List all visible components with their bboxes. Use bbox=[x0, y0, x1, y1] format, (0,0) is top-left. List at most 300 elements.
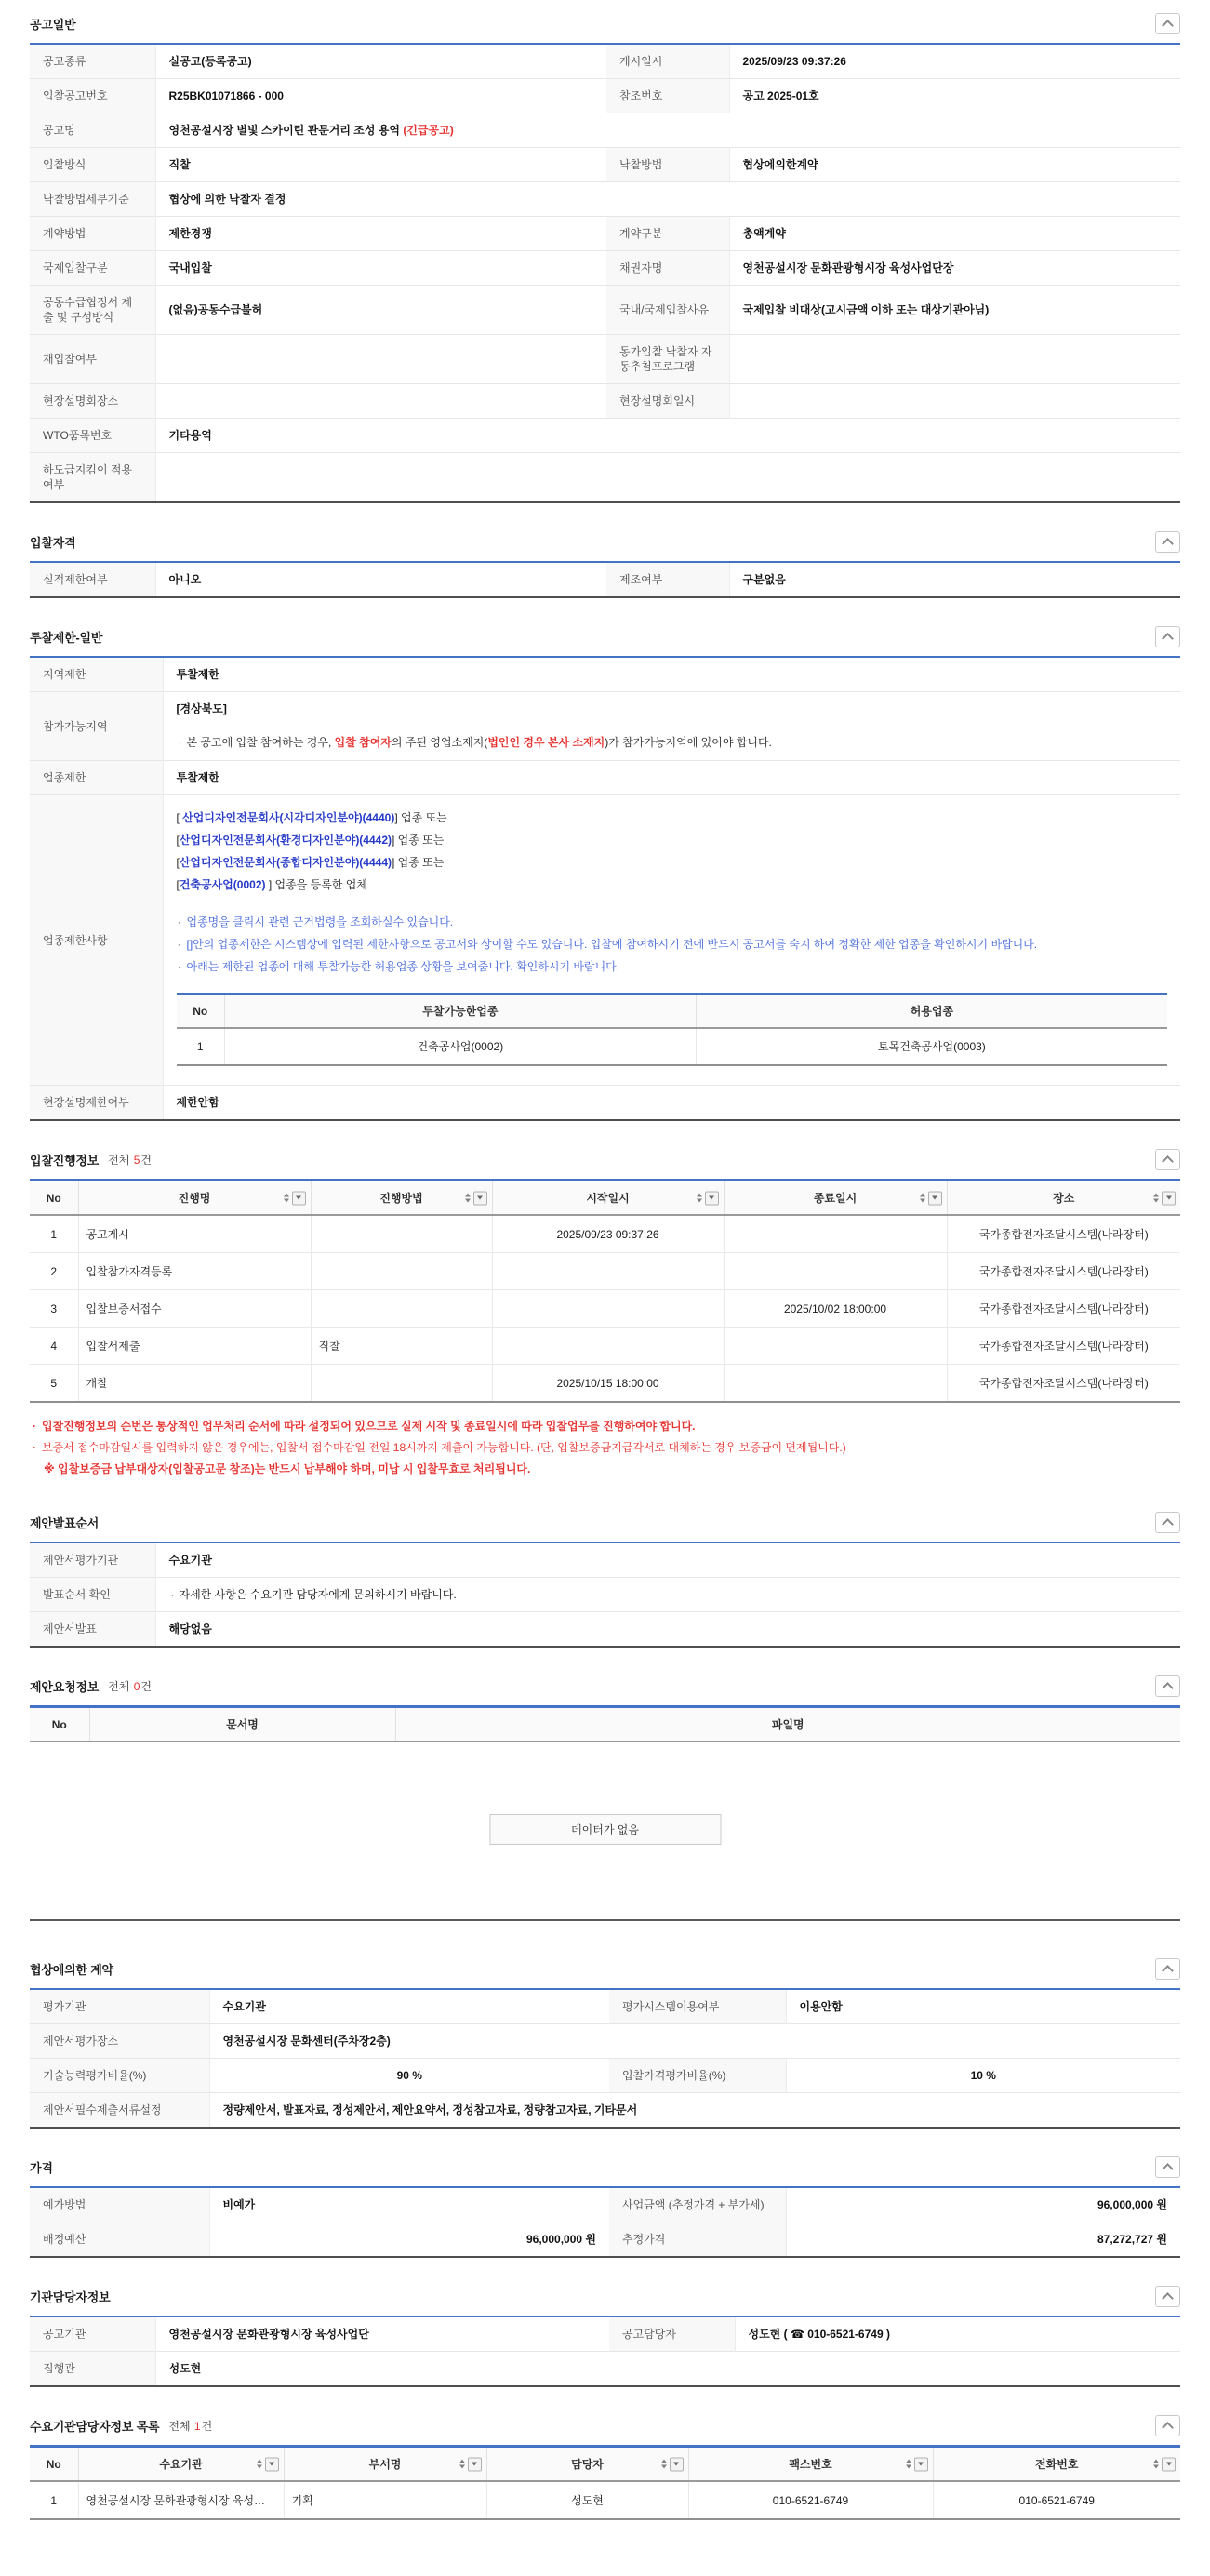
cell: 기획 bbox=[284, 2481, 486, 2519]
cell: 성도현 bbox=[486, 2481, 688, 2519]
table-row bbox=[30, 335, 1180, 384]
section-title: 공고일반 bbox=[30, 18, 76, 32]
field-label: 배정예산 bbox=[30, 2222, 209, 2258]
restriction-table bbox=[30, 656, 1180, 1121]
field-value bbox=[155, 1578, 1180, 1612]
collapse-button[interactable] bbox=[1155, 1958, 1180, 1980]
cell: 영천공설시장 문화관광형시장 육성… bbox=[78, 2481, 284, 2519]
field-label: 입찰가격평가비율(%) bbox=[609, 2059, 786, 2093]
table-row bbox=[30, 2024, 1180, 2059]
column-header[interactable]: 부서명 bbox=[284, 2447, 486, 2482]
sort-icon bbox=[1153, 2460, 1159, 2469]
section-header bbox=[30, 1502, 1180, 1542]
sort-controls[interactable] bbox=[1153, 2457, 1176, 2471]
column-header[interactable]: 장소 bbox=[947, 1181, 1180, 1216]
total-count: 전체 1건 bbox=[168, 2420, 213, 2433]
cell bbox=[311, 1215, 492, 1253]
cell: 1 bbox=[50, 1227, 58, 1241]
table-row bbox=[30, 2222, 1180, 2258]
field-value: 2025/09/23 09:37:26 bbox=[742, 55, 846, 68]
column-header: 문서명 bbox=[89, 1707, 395, 1742]
section-progress bbox=[30, 1140, 1180, 1484]
chevron-up-icon bbox=[1162, 633, 1174, 645]
sort-icon bbox=[257, 2460, 262, 2469]
sort-controls[interactable] bbox=[257, 2457, 279, 2471]
section-header bbox=[30, 1666, 1180, 1705]
industry-line: [산업디자인전문회사(환경디자인분야)(4442)] 업종 또는 bbox=[176, 834, 445, 847]
field-label: 제안서평가장소 bbox=[30, 2024, 209, 2059]
section-title: 수요기관담당자정보 목록 bbox=[30, 2420, 160, 2434]
field-label: 현장설명회장소 bbox=[30, 384, 155, 419]
chevron-up-icon bbox=[1162, 538, 1174, 550]
cell: 국가종합전자조달시스템(나라장터) bbox=[947, 1215, 1180, 1253]
cell: 010-6521-6749 bbox=[933, 2481, 1180, 2519]
field-value: 제한안함 bbox=[163, 1086, 1180, 1121]
section-restriction bbox=[30, 617, 1180, 1121]
field-label: 집행관 bbox=[30, 2352, 155, 2387]
cell: 입찰보증서접수 bbox=[78, 1290, 311, 1328]
industry-line: [ 산업디자인전문회사(시각디자인분야)(4440)] 업종 또는 bbox=[176, 811, 447, 824]
section-negotiation bbox=[30, 1949, 1180, 2129]
filter-icon bbox=[1162, 1191, 1176, 1205]
field-value bbox=[729, 384, 1180, 419]
field-value: 제한경쟁 bbox=[155, 217, 606, 251]
note-line: · 아래는 제한된 업종에 대해 투찰가능한 허용업종 상황을 보여줍니다. 확인하시기 바랍니다. bbox=[177, 955, 1168, 978]
table-row bbox=[30, 217, 1180, 251]
field-value: 아니오 bbox=[168, 573, 202, 586]
cell bbox=[492, 1328, 724, 1365]
note-line: · 보증서 접수마감일시를 입력하지 않은 경우에는, 입찰서 접수마감일 전일 18시까지 제출이 가능합니다. (단, 입찰보증금지급각서로 대체하는 경우 보증금이 면제됩니다.) bbox=[32, 1437, 1178, 1459]
field-label: 제안서필수제출서류설정 bbox=[30, 2093, 209, 2129]
demand-contacts-table bbox=[30, 2445, 1180, 2520]
field-label: 추정가격 bbox=[609, 2222, 786, 2258]
field-value: 수요기관 bbox=[222, 2000, 266, 2013]
section-header bbox=[30, 522, 1180, 561]
column-header[interactable]: 종료일시 bbox=[724, 1181, 947, 1216]
table-row bbox=[30, 1086, 1180, 1121]
cell bbox=[311, 1253, 492, 1290]
cell: 2025/10/02 18:00:00 bbox=[724, 1290, 947, 1328]
table-row bbox=[177, 1028, 1168, 1065]
section-title: 입찰진행정보 bbox=[30, 1154, 100, 1168]
filter-icon bbox=[473, 1191, 487, 1205]
section-demand-contacts bbox=[30, 2406, 1180, 2520]
collapse-button[interactable] bbox=[1155, 2286, 1180, 2307]
table-row bbox=[30, 761, 1180, 795]
cell: 건축공사업(0002) bbox=[225, 1028, 697, 1065]
table-row bbox=[30, 1328, 1180, 1365]
field-value: 협상에 의한 낙찰자 결정 bbox=[155, 182, 1180, 217]
section-presentation bbox=[30, 1502, 1180, 1648]
table-row bbox=[30, 44, 1180, 79]
collapse-button[interactable] bbox=[1155, 1512, 1180, 1533]
field-label: 제안서발표 bbox=[30, 1612, 155, 1648]
table-row bbox=[30, 419, 1180, 453]
field-value: 영천공설시장 문화센터(주차장2층) bbox=[209, 2024, 1180, 2059]
cell: 1 bbox=[50, 2493, 58, 2507]
cell bbox=[492, 1290, 724, 1328]
cell bbox=[492, 1253, 724, 1290]
cell: 국가종합전자조달시스템(나라장터) bbox=[947, 1365, 1180, 1403]
table-row bbox=[30, 453, 1180, 503]
section-header bbox=[30, 2406, 1180, 2445]
empty-area bbox=[30, 1742, 1180, 1921]
cell: 국가종합전자조달시스템(나라장터) bbox=[947, 1290, 1180, 1328]
field-label: 사업금액 (추정가격 + 부가세) bbox=[609, 2187, 786, 2222]
field-value bbox=[155, 384, 606, 419]
column-header[interactable]: 진행방법 bbox=[311, 1181, 492, 1216]
total-count: 전체 5건 bbox=[108, 1154, 152, 1167]
section-title: 기관담당자정보 bbox=[30, 2290, 111, 2304]
field-value: R25BK01071866 - 000 bbox=[155, 79, 606, 113]
note-line: · 업종명을 클릭시 관련 근거법령을 조회하실수 있습니다. bbox=[177, 911, 1168, 933]
sort-icon bbox=[697, 1194, 702, 1203]
sort-icon bbox=[1153, 1194, 1159, 1203]
field-value bbox=[155, 453, 1180, 503]
field-label: 재입찰여부 bbox=[30, 335, 155, 384]
field-label: 참가가능지역 bbox=[30, 692, 163, 761]
field-value: 투찰제한 bbox=[163, 761, 1180, 795]
table-row bbox=[30, 286, 1180, 335]
field-value: 영천공설시장 문화관광형시장 육성사업단장 bbox=[729, 251, 1180, 286]
note-line: · 입찰진행정보의 순번은 통상적인 업무처리 순서에 따라 설정되어 있으므로 실제 시작 및 종료일시에 따라 입찰업무를 진행하여야 합니다. bbox=[32, 1416, 1178, 1437]
table-header-row bbox=[30, 1707, 1180, 1742]
region-name: [경상북도] bbox=[176, 702, 227, 715]
industry-code-link[interactable]: 산업디자인전문회사(환경디자인분야)(4442) bbox=[179, 834, 392, 847]
progress-table bbox=[30, 1179, 1180, 1403]
agency-table bbox=[30, 2316, 1180, 2387]
section-header bbox=[30, 2276, 1180, 2316]
field-label: 공고기관 bbox=[30, 2316, 155, 2352]
industry-line: [산업디자인전문회사(종합디자인분야)(4444)] 업종 또는 bbox=[176, 856, 445, 869]
field-value: 직찰 bbox=[155, 148, 606, 182]
cell bbox=[311, 1290, 492, 1328]
industry-notes bbox=[177, 911, 1168, 978]
allowed-industry-table-wrap bbox=[177, 993, 1168, 1066]
chevron-up-icon bbox=[1162, 2422, 1174, 2434]
industry-code-link[interactable]: 산업디자인전문회사(종합디자인분야)(4444) bbox=[179, 856, 392, 869]
collapse-button[interactable] bbox=[1155, 2156, 1180, 2178]
field-label: 국내/국제입찰사유 bbox=[606, 286, 729, 335]
field-value bbox=[729, 335, 1180, 384]
sort-controls[interactable] bbox=[459, 2457, 482, 2471]
field-value: 96,000,000 원 bbox=[1097, 2198, 1167, 2211]
column-header: No bbox=[30, 1181, 78, 1216]
cell: 3 bbox=[30, 1290, 78, 1328]
table-row bbox=[30, 182, 1180, 217]
filter-icon bbox=[265, 2457, 279, 2471]
sort-controls[interactable] bbox=[1153, 1191, 1176, 1205]
field-label: 제안서평가기관 bbox=[30, 1542, 155, 1578]
field-label: 입찰방식 bbox=[30, 148, 155, 182]
chevron-up-icon bbox=[1162, 2163, 1174, 2175]
field-value: 공고 2025-01호 bbox=[729, 79, 1180, 113]
field-value contact-with-phone-icon: 성도현 ( ☎ 010-6521-6749 ) bbox=[748, 2328, 890, 2341]
collapse-button[interactable] bbox=[1155, 531, 1180, 553]
table-row bbox=[30, 562, 1180, 597]
table-row bbox=[30, 148, 1180, 182]
column-header[interactable]: 수요기관 bbox=[78, 2447, 284, 2482]
table-row bbox=[30, 2187, 1180, 2222]
industry-code-link[interactable]: 건축공사업(0002) bbox=[179, 878, 266, 891]
section-title: 협상에의한 계약 bbox=[30, 1963, 113, 1977]
cell: 2 bbox=[30, 1253, 78, 1290]
column-header: No bbox=[30, 1707, 89, 1742]
chevron-up-icon bbox=[1162, 20, 1174, 32]
cell: 1 bbox=[196, 1040, 204, 1053]
cell: 2025/10/15 18:00:00 bbox=[492, 1365, 724, 1403]
section-header bbox=[30, 1140, 1180, 1179]
field-label: 지역제한 bbox=[30, 657, 163, 692]
field-label: 낙찰방법세부기준 bbox=[30, 182, 155, 217]
cell: 4 bbox=[30, 1328, 78, 1365]
field-label: 현장설명회일시 bbox=[606, 384, 729, 419]
field-label: 발표순서 확인 bbox=[30, 1578, 155, 1612]
table-row bbox=[30, 692, 1180, 761]
field-value: 국제입찰 비대상(고시금액 이하 또는 대상기관아님) bbox=[729, 286, 1180, 335]
field-label: 하도급지킴이 적용여부 bbox=[30, 453, 155, 503]
price-table bbox=[30, 2186, 1180, 2258]
field-label: 게시일시 bbox=[606, 44, 729, 79]
notice-name-text: 영천공설시장 별빛 스카이린 관문거리 조성 용역 bbox=[168, 124, 401, 137]
column-header[interactable]: 전화번호 bbox=[933, 2447, 1180, 2482]
note-line: · []안의 업종제한은 시스템상에 입력된 제한사항으로 공고서와 상이할 수도 있습니다. 입찰에 참여하시기 전에 반드시 공고서를 숙지 하여 정확한 제한 업종을 확인하시기 바랍니다. bbox=[177, 933, 1168, 955]
cell: 5 bbox=[30, 1365, 78, 1403]
field-value: 비예가 bbox=[222, 2198, 256, 2211]
field-label: 현장설명제한여부 bbox=[30, 1086, 163, 1121]
industry-lines bbox=[177, 807, 1168, 896]
column-header: 투찰가능한업종 bbox=[225, 994, 697, 1029]
section-title: 가격 bbox=[30, 2161, 53, 2175]
field-value: 90 % bbox=[209, 2059, 609, 2093]
sort-controls[interactable] bbox=[284, 1191, 306, 1205]
field-label: 공고명 bbox=[30, 113, 155, 148]
sort-controls[interactable] bbox=[906, 2457, 928, 2471]
count-number: 5 bbox=[133, 1154, 140, 1167]
table-row bbox=[30, 384, 1180, 419]
request-table bbox=[30, 1705, 1180, 1742]
cell bbox=[724, 1328, 947, 1365]
column-header: 파일명 bbox=[395, 1707, 1180, 1742]
field-label: 평가시스템이용여부 bbox=[609, 1989, 786, 2024]
cell: 국가종합전자조달시스템(나라장터) bbox=[947, 1253, 1180, 1290]
chevron-up-icon bbox=[1162, 2292, 1174, 2304]
section-agency bbox=[30, 2276, 1180, 2387]
filter-icon bbox=[705, 1191, 719, 1205]
cell: 010-6521-6749 bbox=[688, 2481, 933, 2519]
field-value: (없음)공동수급불허 bbox=[155, 286, 606, 335]
field-value: 실공고(등록공고) bbox=[168, 55, 252, 68]
field-label: 국제입찰구분 bbox=[30, 251, 155, 286]
negotiation-table bbox=[30, 1988, 1180, 2129]
table-row bbox=[30, 79, 1180, 113]
field-label: WTO품목번호 bbox=[30, 419, 155, 453]
sort-controls[interactable] bbox=[661, 2457, 684, 2471]
field-label: 계약방법 bbox=[30, 217, 155, 251]
note-line: ※ 입찰보증금 납부대상자(입찰공고문 참조)는 반드시 납부해야 하며, 미납 시 입찰무효로 처리됩니다. bbox=[44, 1462, 531, 1475]
table-header-row bbox=[30, 2447, 1180, 2482]
field-value: 총액계약 bbox=[729, 217, 1180, 251]
table-row bbox=[30, 1253, 1180, 1290]
qualification-table bbox=[30, 561, 1180, 598]
field-value: 국내입찰 bbox=[155, 251, 606, 286]
field-label: 예가방법 bbox=[30, 2187, 209, 2222]
filter-icon bbox=[670, 2457, 684, 2471]
collapse-button[interactable] bbox=[1155, 13, 1180, 34]
field-label: 업종제한사항 bbox=[30, 795, 163, 1086]
table-row bbox=[30, 2481, 1180, 2519]
collapse-button[interactable] bbox=[1155, 1149, 1180, 1170]
sort-controls[interactable] bbox=[465, 1191, 487, 1205]
column-header: No bbox=[177, 994, 225, 1029]
field-value: 87,272,727 원 bbox=[786, 2222, 1180, 2258]
field-label: 채권자명 bbox=[606, 251, 729, 286]
sort-controls[interactable] bbox=[920, 1191, 942, 1205]
table-row bbox=[30, 1365, 1180, 1403]
chevron-up-icon bbox=[1162, 1155, 1174, 1168]
section-general bbox=[30, 4, 1180, 503]
table-row bbox=[30, 251, 1180, 286]
column-header: 허용업종 bbox=[696, 994, 1167, 1029]
cell: 입찰참가자격등록 bbox=[78, 1253, 311, 1290]
table-row bbox=[30, 1612, 1180, 1648]
section-title: 투찰제한-일반 bbox=[30, 631, 103, 645]
sort-controls[interactable] bbox=[697, 1191, 719, 1205]
field-label: 실적제한여부 bbox=[30, 562, 155, 597]
cell: 공고게시 bbox=[78, 1215, 311, 1253]
sort-icon bbox=[284, 1194, 289, 1203]
presentation-table bbox=[30, 1542, 1180, 1648]
section-header bbox=[30, 2147, 1180, 2186]
cell bbox=[724, 1365, 947, 1403]
filter-icon bbox=[928, 1191, 942, 1205]
table-header-row bbox=[30, 1181, 1180, 1216]
field-label: 제조여부 bbox=[606, 562, 729, 597]
cell: 직찰 bbox=[311, 1328, 492, 1365]
table-row bbox=[30, 1290, 1180, 1328]
field-value: 정량제안서, 발표자료, 정성제안서, 제안요약서, 정성참고자료, 정량참고자료, 기타문서 bbox=[209, 2093, 1180, 2129]
count-number: 1 bbox=[193, 2420, 201, 2433]
progress-notes bbox=[30, 1403, 1180, 1484]
industry-line: [건축공사업(0002) ] 업종을 등록한 업체 bbox=[176, 878, 367, 891]
field-value: 투찰제한 bbox=[176, 668, 219, 681]
region-note: · 본 공고에 입찰 참여하는 경우, 입찰 참여자의 주된 영업소재지(법인인 경우 본사 소재지)가 참가가능지역에 있어야 합니다. bbox=[177, 735, 1168, 751]
cell bbox=[311, 1365, 492, 1403]
table-row bbox=[30, 2316, 1180, 2352]
sort-icon bbox=[661, 2460, 667, 2469]
section-request bbox=[30, 1666, 1180, 1921]
table-row bbox=[30, 1215, 1180, 1253]
field-label: 공고담당자 bbox=[609, 2316, 735, 2352]
field-label: 입찰공고번호 bbox=[30, 79, 155, 113]
general-table bbox=[30, 43, 1180, 503]
field-value: 이용안함 bbox=[799, 2000, 843, 2013]
collapse-button[interactable] bbox=[1155, 1675, 1180, 1697]
column-header[interactable]: 담당자 bbox=[486, 2447, 688, 2482]
field-label: 업종제한 bbox=[30, 761, 163, 795]
table-row bbox=[30, 795, 1180, 1086]
field-label: 참조번호 bbox=[606, 79, 729, 113]
field-label: 낙찰방법 bbox=[606, 148, 729, 182]
filter-icon bbox=[914, 2457, 928, 2471]
column-header[interactable]: 팩스번호 bbox=[688, 2447, 933, 2482]
field-value: 수요기관 bbox=[168, 1554, 212, 1567]
field-value: 해당없음 bbox=[155, 1612, 1180, 1648]
field-value bbox=[163, 692, 1180, 761]
field-label: 공동수급협정서 제출 및 구성방식 bbox=[30, 286, 155, 335]
field-label: 공고종류 bbox=[30, 44, 155, 79]
urgent-badge: (긴급공고) bbox=[403, 124, 454, 137]
chevron-up-icon bbox=[1162, 1682, 1174, 1694]
no-data-message: 데이터가 없음 bbox=[489, 1814, 721, 1845]
sort-icon bbox=[906, 2460, 911, 2469]
order-check-note: · 자세한 사항은 수요기관 담당자에게 문의하시기 바랍니다. bbox=[169, 1587, 1168, 1602]
section-header bbox=[30, 617, 1180, 656]
section-price bbox=[30, 2147, 1180, 2258]
cell: 국가종합전자조달시스템(나라장터) bbox=[947, 1328, 1180, 1365]
field-value: 협상에의한계약 bbox=[729, 148, 1180, 182]
column-header: No bbox=[30, 2447, 78, 2482]
table-row bbox=[30, 2352, 1180, 2387]
table-row bbox=[30, 657, 1180, 692]
cell: 토목건축공사업(0003) bbox=[696, 1028, 1167, 1065]
field-value bbox=[155, 113, 1180, 148]
cell bbox=[724, 1215, 947, 1253]
cell: 2025/09/23 09:37:26 bbox=[492, 1215, 724, 1253]
cell: 입찰서제출 bbox=[78, 1328, 311, 1365]
field-value: 영천공설시장 문화관광형시장 육성사업단 bbox=[168, 2328, 369, 2341]
field-label: 동가입찰 낙찰자 자동추첨프로그램 bbox=[606, 335, 729, 384]
industry-code-link[interactable]: 산업디자인전문회사(시각디자인분야)(4440) bbox=[182, 811, 395, 824]
table-row bbox=[30, 1989, 1180, 2024]
field-label: 평가기관 bbox=[30, 1989, 209, 2024]
cell: 개찰 bbox=[78, 1365, 311, 1403]
field-value bbox=[163, 795, 1180, 1086]
section-title: 제안요청정보 bbox=[30, 1680, 100, 1694]
collapse-button[interactable] bbox=[1155, 2415, 1180, 2436]
collapse-button[interactable] bbox=[1155, 626, 1180, 647]
sort-icon bbox=[465, 1194, 471, 1203]
field-value: 구분없음 bbox=[742, 573, 786, 586]
table-row bbox=[30, 2059, 1180, 2093]
cell bbox=[724, 1253, 947, 1290]
field-value bbox=[155, 335, 606, 384]
table-row bbox=[30, 113, 1180, 148]
sort-icon bbox=[459, 2460, 465, 2469]
field-label: 계약구분 bbox=[606, 217, 729, 251]
chevron-up-icon bbox=[1162, 1518, 1174, 1530]
column-header[interactable]: 진행명 bbox=[78, 1181, 311, 1216]
field-value: 96,000,000 원 bbox=[209, 2222, 609, 2258]
filter-icon bbox=[468, 2457, 482, 2471]
section-header bbox=[30, 1949, 1180, 1988]
total-count: 전체 0건 bbox=[108, 1680, 152, 1693]
field-label: 기술능력평가비율(%) bbox=[30, 2059, 209, 2093]
table-row bbox=[30, 1578, 1180, 1612]
section-title: 입찰자격 bbox=[30, 536, 76, 550]
filter-icon bbox=[1162, 2457, 1176, 2471]
allowed-industry-table bbox=[177, 993, 1168, 1066]
field-value: 기타용역 bbox=[155, 419, 1180, 453]
count-number: 0 bbox=[133, 1680, 140, 1693]
table-row bbox=[30, 2093, 1180, 2129]
field-value: 10 % bbox=[786, 2059, 1180, 2093]
section-qualification bbox=[30, 522, 1180, 598]
table-row bbox=[30, 1542, 1180, 1578]
column-header[interactable]: 시작일시 bbox=[492, 1181, 724, 1216]
sort-icon bbox=[920, 1194, 925, 1203]
field-value: 성도현 bbox=[155, 2352, 1180, 2387]
